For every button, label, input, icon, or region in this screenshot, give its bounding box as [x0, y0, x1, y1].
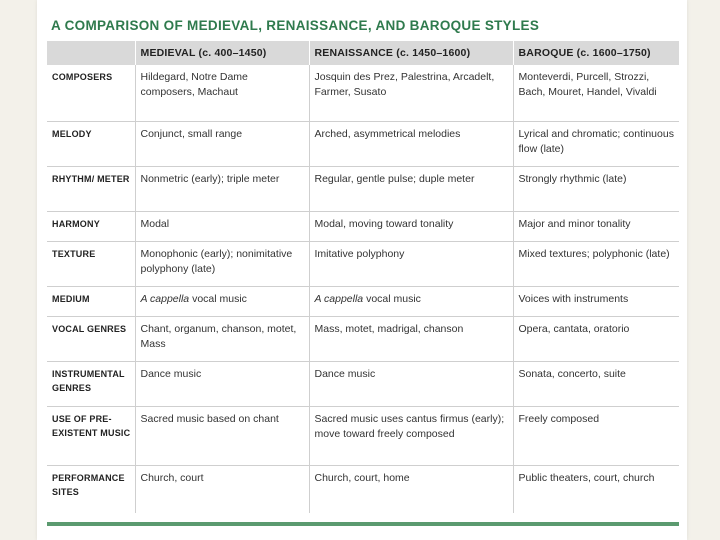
bottom-rule — [47, 522, 679, 526]
cell-medieval: Church, court — [135, 465, 309, 513]
header-medieval: MEDIEVAL (c. 400–1450) — [135, 41, 309, 65]
header-baroque: BAROQUE (c. 1600–1750) — [513, 41, 679, 65]
cell-medieval: Hildegard, Notre Dame composers, Machaut — [135, 65, 309, 121]
cell-baroque: Monteverdi, Purcell, Strozzi, Bach, Mouret, Handel, Vivaldi — [513, 65, 679, 121]
row-label: VOCAL GENRES — [47, 316, 135, 361]
table-row — [47, 406, 679, 465]
cell-renaissance: Sacred music uses cantus firmus (early); move toward freely composed — [309, 406, 513, 465]
cell-renaissance — [309, 286, 513, 316]
cell-baroque: Mixed textures; polyphonic (late) — [513, 241, 679, 286]
comparison-table — [47, 41, 679, 513]
cell-text: vocal music — [189, 292, 247, 305]
row-label: TEXTURE — [47, 241, 135, 286]
cell-medieval: Monophonic (early); nonimitative polyphony (late) — [135, 241, 309, 286]
table-row — [47, 286, 679, 316]
table-row — [47, 241, 679, 286]
row-label: INSTRUMENTAL GENRES — [47, 361, 135, 406]
table-title: A COMPARISON OF MEDIEVAL, RENAISSANCE, AND BAROQUE STYLES — [51, 18, 540, 33]
cell-renaissance: Church, court, home — [309, 465, 513, 513]
table-row — [47, 166, 679, 211]
cell-renaissance: Regular, gentle pulse; duple meter — [309, 166, 513, 211]
cell-baroque: Voices with instruments — [513, 286, 679, 316]
table-row — [47, 65, 679, 121]
row-label: RHYTHM/ METER — [47, 166, 135, 211]
header-row — [47, 41, 679, 65]
cell-medieval: Modal — [135, 211, 309, 241]
cell-medieval: Sacred music based on chant — [135, 406, 309, 465]
cell-renaissance: Josquin des Prez, Palestrina, Arcadelt, Farmer, Susato — [309, 65, 513, 121]
table-row — [47, 121, 679, 166]
cell-baroque: Lyrical and chromatic; continuous flow (late) — [513, 121, 679, 166]
cell-renaissance: Mass, motet, madrigal, chanson — [309, 316, 513, 361]
cell-medieval: Nonmetric (early); triple meter — [135, 166, 309, 211]
row-label: HARMONY — [47, 211, 135, 241]
cell-baroque: Freely composed — [513, 406, 679, 465]
cell-medieval — [135, 286, 309, 316]
cell-renaissance: Arched, asymmetrical melodies — [309, 121, 513, 166]
cell-renaissance: Modal, moving toward tonality — [309, 211, 513, 241]
cell-medieval: Chant, organum, chanson, motet, Mass — [135, 316, 309, 361]
row-label: PERFORMANCE SITES — [52, 472, 125, 497]
table-row — [47, 361, 679, 406]
cell-medieval: Conjunct, small range — [135, 121, 309, 166]
slide — [37, 0, 687, 540]
header-blank — [47, 41, 135, 65]
italic-term: A cappella — [140, 292, 190, 305]
cell-text: vocal music — [363, 292, 421, 305]
cell-baroque: Public theaters, court, church — [513, 465, 679, 513]
table-row — [47, 211, 679, 241]
cell-renaissance: Dance music — [309, 361, 513, 406]
cell-baroque: Strongly rhythmic (late) — [513, 166, 679, 211]
row-label: MEDIUM — [47, 286, 135, 316]
table-row — [47, 316, 679, 361]
italic-term: A cappella — [314, 292, 364, 305]
header-renaissance: RENAISSANCE (c. 1450–1600) — [309, 41, 513, 65]
cell-medieval: Dance music — [135, 361, 309, 406]
cell-baroque: Opera, cantata, oratorio — [513, 316, 679, 361]
cell-renaissance: Imitative polyphony — [309, 241, 513, 286]
row-label: USE OF PRE-EXISTENT MUSIC — [47, 406, 135, 465]
row-label: COMPOSERS — [47, 65, 135, 121]
cell-baroque: Sonata, concerto, suite — [513, 361, 679, 406]
cell-baroque: Major and minor tonality — [513, 211, 679, 241]
table-row — [47, 465, 679, 513]
row-label: MELODY — [47, 121, 135, 166]
